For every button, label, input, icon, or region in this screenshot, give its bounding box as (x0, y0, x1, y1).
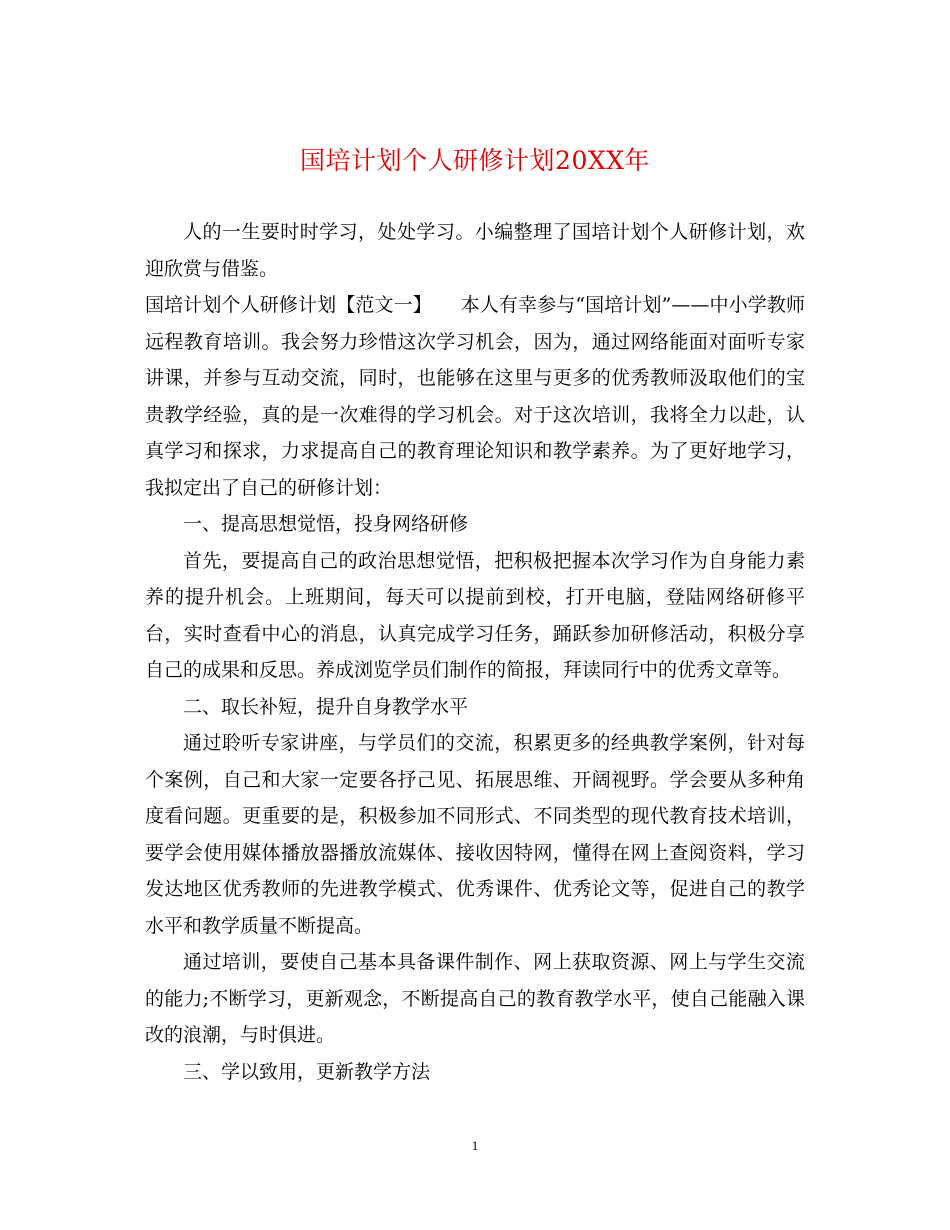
paragraph-sample-one: 国培计划个人研修计划【范文一】 本人有幸参与“国培计划”——中小学教师远程教育培训。我会努力珍惜这次学习机会，因为，通过网络能面对面听专家讲课，并参与互动交流，同时，也能够在这里与更多的优秀教师汲取他们的宝贵教学经验，真的是一次难得的学习机会。对于这次培训，我将全力以赴，认真学习和探求，力求提高自己的教育理论知识和教学素养。为了更好地学习，我拟定出了自己的研修计划： (145, 294, 805, 499)
paragraph-section-two: 通过聆听专家讲座，与学员们的交流，积累更多的经典教学案例，针对每个案例，自己和大家一定要各抒己见、拓展思维、开阔视野。学会要从多种角度看问题。更重要的是，积极参加不同形式、不同类型的现代教育技术培训，要学会使用媒体播放器播放流媒体、接收因特网，懂得在网上查阅资料，学习发达地区优秀教师的先进教学模式、优秀课件、优秀论文等，促进自己的教学水平和教学质量不断提高。 (145, 732, 805, 937)
paragraph-training-goal: 通过培训，要使自己基本具备课件制作、网上获取资源、网上与学生交流的能力;不断学习，更新观念，不断提高自己的教育教学水平，使自己能融入课改的浪潮，与时俱进。 (145, 951, 805, 1046)
page-number: 1 (471, 1138, 479, 1153)
section-heading-two: 二、取长补短，提升自身教学水平 (183, 695, 469, 718)
section-heading-one: 一、提高思想觉悟，投身网络研修 (183, 513, 469, 535)
paragraph-intro: 人的一生要时时学习，处处学习。小编整理了国培计划个人研修计划，欢迎欣赏与借鉴。 (145, 221, 805, 280)
document-title: 国培计划个人研修计划20XX年 (300, 146, 650, 175)
paragraph-section-one: 首先，要提高自己的政治思想觉悟，把积极把握本次学习作为自身能力素养的提升机会。上班期间，每天可以提前到校，打开电脑，登陆网络研修平台，实时查看中心的消息，认真完成学习任务，踊跃参加研修活动，积极分享自己的成果和反思。养成浏览学员们制作的简报，拜读同行中的优秀文章等。 (145, 549, 805, 681)
document-body (145, 214, 805, 1090)
section-heading-three: 三、学以致用，更新教学方法 (183, 1060, 431, 1083)
